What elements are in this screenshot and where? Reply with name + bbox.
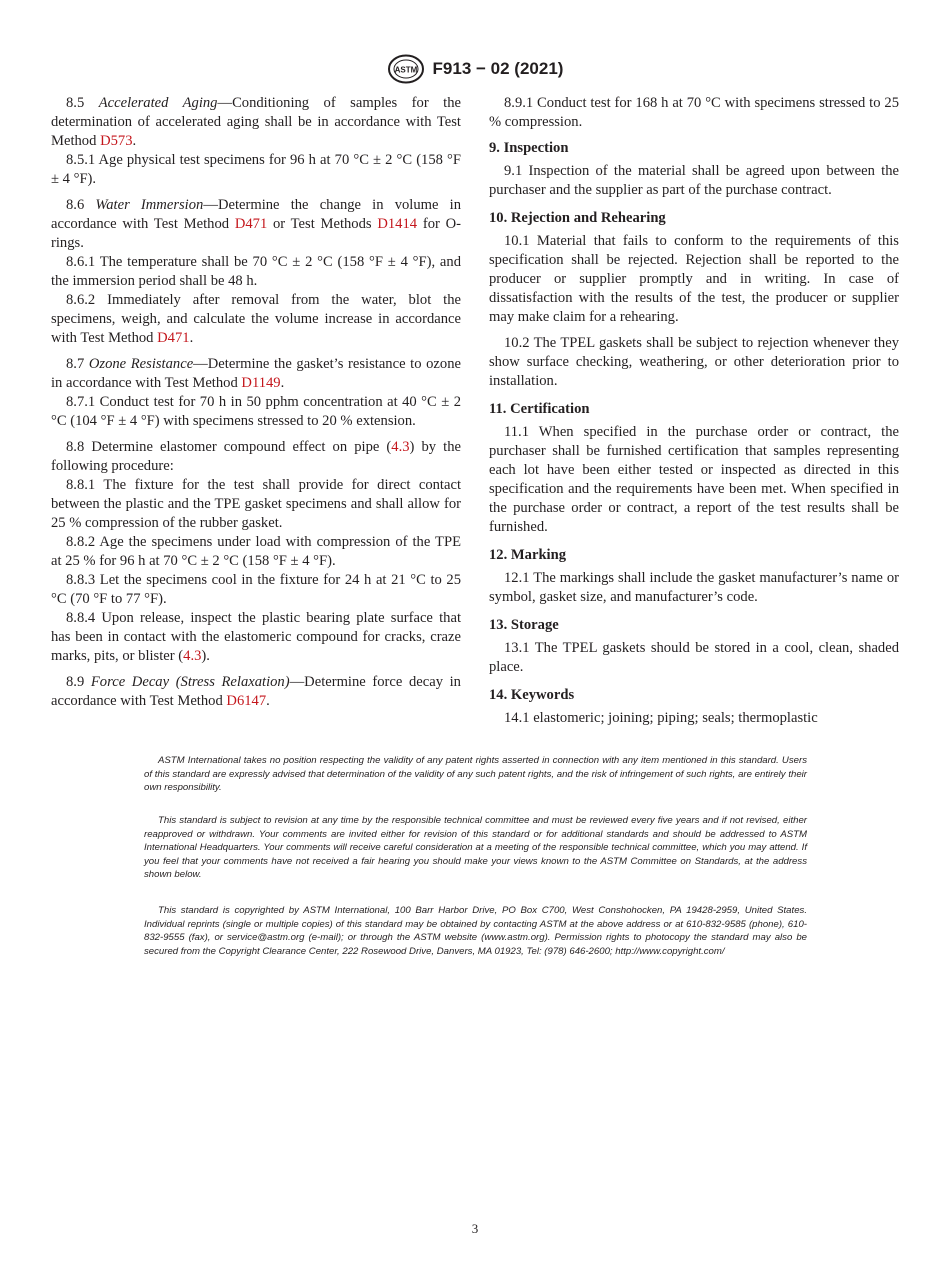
ref-d1149-link[interactable]: D1149 <box>241 375 281 391</box>
section-8-6-2: 8.6.2 Immediately after removal from the water, blot the specimens, weigh, and calculate the volume increase in accordance with Test Method D471. <box>51 292 461 346</box>
ref-d573-link[interactable]: D573 <box>100 133 133 149</box>
section-11-1: 11.1 When specified in the purchase order or contract, the purchaser shall be furnished certification that samples representing each lot have been either tested or inspected as directed in this specification and the requirements have been met. When specified in the purchase order or contract, a report of the test results shall be furnished. <box>489 424 899 535</box>
ref-4-3-link[interactable]: 4.3 <box>391 439 410 455</box>
section-8-8-2: 8.8.2 Age the specimens under load with compression of the TPE at 25 % for 96 h at 70 °C ± 2 °C (158 °F ± 4 °F). <box>51 534 461 569</box>
astm-logo-icon <box>387 54 425 84</box>
section-8-8: 8.8 Determine elastomer compound effect on pipe (4.3) by the following procedure: <box>51 439 461 474</box>
section-10-1: 10.1 Material that fails to conform to the requirements of this specification shall be rejected. Rejection shall be reported to the producer or supplier promptly and in writing. In case of dissatisfaction with the results of the test, the producer or supplier may make claim for a rehearing. <box>489 233 899 325</box>
document-designation: F913 − 02 (2021) <box>432 59 564 78</box>
section-8-9: 8.9 Force Decay (Stress Relaxation)—Determine force decay in accordance with Test Method D6147. <box>51 674 461 709</box>
right-column <box>489 94 899 728</box>
section-8-8-1: 8.8.1 The fixture for the test shall provide for direct contact between the plastic and the TPE gasket specimens and shall allow for 25 % compression of the rubber gasket. <box>51 477 461 531</box>
logo-text: ASTM <box>394 65 417 75</box>
section-9-1: 9.1 Inspection of the material shall be agreed upon between the purchaser and the supplier as part of the purchase contract. <box>489 163 899 198</box>
section-8-8-4: 8.8.4 Upon release, inspect the plastic bearing plate surface that has been in contact with the elastomeric compound for cracks, craze marks, pits, or blister (4.3). <box>51 610 461 664</box>
left-column <box>51 94 461 711</box>
page-number: 3 <box>471 1221 479 1236</box>
heading-marking: 12. Marking <box>489 547 567 563</box>
ref-d1414-link[interactable]: D1414 <box>377 216 418 232</box>
section-8-5: 8.5 Accelerated Aging—Conditioning of samples for the determination of accelerated aging shall be in accordance with Test Method D573. <box>51 95 461 149</box>
section-8-9-1: 8.9.1 Conduct test for 168 h at 70 °C with specimens stressed to 25 % compression. <box>489 95 899 130</box>
revision-notice: This standard is subject to revision at any time by the responsible technical committee and must be reviewed every five years and if not revised, either reapproved or withdrawn. Your comments are invited either for revision of this standard or for additional standards and should be addressed to ASTM International Headquarters. Your comments will receive careful consideration at a meeting of the responsible technical committee, which you may attend. If you feel that your comments have not received a fair hearing you should make your views known to the ASTM Committee on Standards, at the address shown below. <box>144 815 807 880</box>
ref-4-3-link[interactable]: 4.3 <box>183 648 202 664</box>
section-8-6-1: 8.6.1 The temperature shall be 70 °C ± 2 °C (158 °F ± 4 °F), and the immersion period shall be 48 h. <box>51 254 461 289</box>
section-8-6: 8.6 Water Immersion—Determine the change in volume in accordance with Test Method D471 or Test Methods D1414 for O-rings. <box>51 197 461 251</box>
copyright-notice: This standard is copyrighted by ASTM International, 100 Barr Harbor Drive, PO Box C700, West Conshohocken, PA 19428-2959, United States. Individual reprints (single or multiple copies) of this standard may be obtained by contacting ASTM at the above address or at 610-832-9585 (phone), 610-832-9555 (fax), or service@astm.org (e-mail); or through the ASTM website (www.astm.org). Permission rights to photocopy the standard may also be secured from the Copyright Clearance Center, 222 Rosewood Drive, Danvers, MA 01923, Tel: (978) 646-2600; http://www.copyright.com/ <box>144 905 807 957</box>
section-8-5-1: 8.5.1 Age physical test specimens for 96 h at 70 °C ± 2 °C (158 °F ± 4 °F). <box>51 152 461 187</box>
heading-keywords: 14. Keywords <box>489 687 575 703</box>
patent-notice: ASTM International takes no position respecting the validity of any patent rights asserted in connection with any item mentioned in this standard. Users of this standard are expressly advised that determination of the validity of any such patent rights, and the risk of infringement of such rights, are entirely their own responsibility. <box>144 755 807 793</box>
section-8-7-1: 8.7.1 Conduct test for 70 h in 50 pphm concentration at 40 °C ± 2 °C (104 °F ± 4 °F) with specimens stressed to 20 % extension. <box>51 394 461 429</box>
section-8-7: 8.7 Ozone Resistance—Determine the gasket’s resistance to ozone in accordance with Test Method D1149. <box>51 356 461 391</box>
heading-certification: 11. Certification <box>489 401 590 417</box>
heading-rejection: 10. Rejection and Rehearing <box>489 210 666 226</box>
ref-d471-link[interactable]: D471 <box>157 330 190 346</box>
heading-inspection: 9. Inspection <box>489 140 569 156</box>
section-14-1: 14.1 elastomeric; joining; piping; seals; thermoplastic <box>504 710 818 726</box>
section-13-1: 13.1 The TPEL gaskets should be stored in a cool, clean, shaded place. <box>489 640 899 675</box>
ref-d6147-link[interactable]: D6147 <box>226 693 267 709</box>
section-8-8-3: 8.8.3 Let the specimens cool in the fixture for 24 h at 21 °C to 25 °C (70 °F to 77 °F). <box>51 572 461 607</box>
ref-d471-link[interactable]: D471 <box>234 216 268 232</box>
heading-storage: 13. Storage <box>489 617 559 633</box>
section-12-1: 12.1 The markings shall include the gasket manufacturer’s name or symbol, gasket size, and manufacturer’s code. <box>489 570 899 605</box>
page-header <box>0 52 950 86</box>
section-10-2: 10.2 The TPEL gaskets shall be subject to rejection whenever they show surface checking, weathering, or other deterioration prior to installation. <box>489 335 899 389</box>
